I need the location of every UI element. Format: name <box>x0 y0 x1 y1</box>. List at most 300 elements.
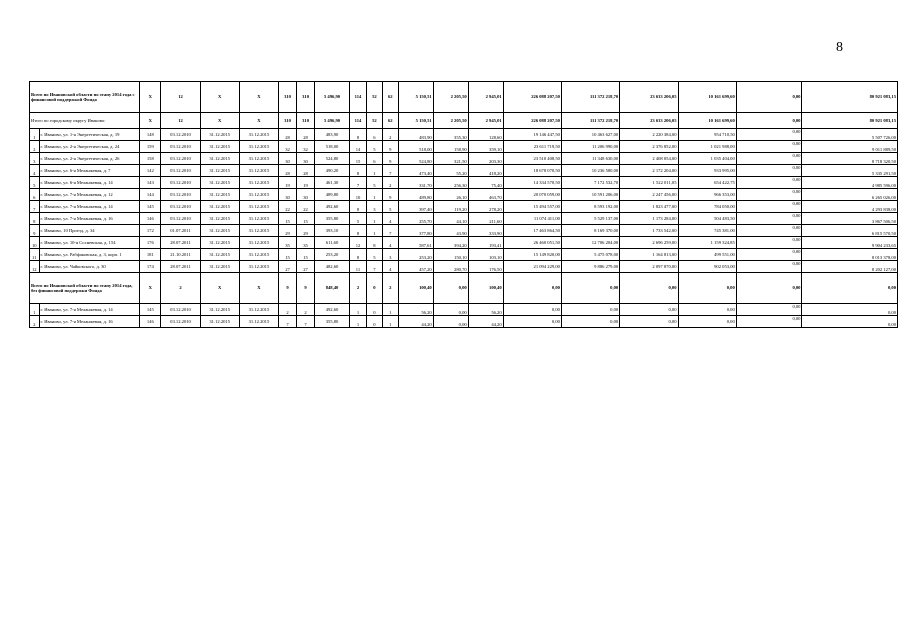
cell-r1: 30 <box>279 153 297 165</box>
cell-p3: 2 <box>382 129 398 141</box>
cell-f3: 499 551,00 <box>678 249 736 261</box>
cell-a1: 483,90 <box>398 129 433 141</box>
cell-area: 492,60 <box>315 304 350 316</box>
summary-cell: X <box>239 113 278 129</box>
cell-id: 144 <box>140 189 161 201</box>
cell-area: 355,80 <box>315 213 350 225</box>
cell-d1: 01.07.2011 <box>161 225 200 237</box>
summary-cell: 310 <box>297 113 315 129</box>
cell-address: г. Иваново, ул. 7-я Меланжевая, д. 12 <box>39 189 140 201</box>
summary-label: Всего по Ивановской области по этапу 2014 года с финансовой поддержкой Фонда <box>30 82 140 113</box>
cell-a1: 44,20 <box>398 316 433 328</box>
cell-r2: 28 <box>297 129 315 141</box>
cell-id: 174 <box>140 261 161 273</box>
cell-f1: 0,00 <box>561 304 619 316</box>
cell-d3: 31.12.2015 <box>239 177 278 189</box>
cell-r1: 7 <box>279 316 297 328</box>
cell-a3: 359,10 <box>468 141 503 153</box>
cell-f1: 10 591 206,00 <box>561 189 619 201</box>
cell-sum: 14 334 570,50 <box>503 177 561 189</box>
summary-cell: 62 <box>382 113 398 129</box>
cell-d1: 03.12.2010 <box>161 129 200 141</box>
cell-a2: 43,90 <box>433 225 468 237</box>
cell-p2: 5 <box>366 141 382 153</box>
cell-no: 9 <box>30 225 40 237</box>
cell-a2: 256,30 <box>433 177 468 189</box>
cell-a2: 150,10 <box>433 249 468 261</box>
summary-cell: 0,00 <box>503 273 561 304</box>
cell-area: 490,20 <box>315 165 350 177</box>
cell-a1: 489,80 <box>398 189 433 201</box>
cell-address: г. Иваново, ул. 2-я Энергетическая, д. 26 <box>39 153 140 165</box>
summary-cell: 23 633 206,05 <box>620 113 678 129</box>
cell-r1: 22 <box>279 201 297 213</box>
cell-no: 4 <box>30 165 40 177</box>
cell-d2: 31.12.2015 <box>200 177 239 189</box>
cell-f2: 1 733 542,00 <box>620 225 678 237</box>
cell-a2: 0,00 <box>433 316 468 328</box>
cell-area: 355,80 <box>315 316 350 328</box>
cell-a3: 128,60 <box>468 129 503 141</box>
cell-a3: 203,30 <box>468 153 503 165</box>
cell-f3: 654 422,75 <box>678 177 736 189</box>
cell-area: 492,60 <box>315 201 350 213</box>
cell-r1: 30 <box>279 189 297 201</box>
cell-id: 158 <box>140 153 161 165</box>
cell-f3: 954 710,50 <box>678 129 736 141</box>
cell-d3: 31.12.2015 <box>239 129 278 141</box>
summary-cell: X <box>140 82 161 113</box>
cell-d2: 31.12.2015 <box>200 213 239 225</box>
summary-cell: 0,00 <box>620 273 678 304</box>
cell-a2: 355,30 <box>433 129 468 141</box>
cell-p3: 5 <box>382 201 398 213</box>
cell-f4: 0,00 <box>736 304 802 316</box>
cell-d1: 03.12.2010 <box>161 165 200 177</box>
cell-f5: 6 815 570,50 <box>802 225 898 237</box>
cell-p2: 1 <box>366 225 382 237</box>
cell-f2: 0,00 <box>620 304 678 316</box>
cell-a1: 518,00 <box>398 141 433 153</box>
cell-r1: 28 <box>279 129 297 141</box>
summary-cell: 100,40 <box>398 273 433 304</box>
summary-cell: 114 <box>350 82 367 113</box>
cell-d3: 31.12.2015 <box>239 316 278 328</box>
cell-area: 524,80 <box>315 153 350 165</box>
cell-p2: 1 <box>366 189 382 201</box>
cell-p1: 7 <box>350 177 367 189</box>
cell-a3: 103,10 <box>468 249 503 261</box>
cell-a3: 463,70 <box>468 189 503 201</box>
cell-d1: 28.07.2011 <box>161 237 200 249</box>
summary-cell: 226 088 207,50 <box>503 113 561 129</box>
cell-no: 8 <box>30 213 40 225</box>
cell-p1: 15 <box>350 153 367 165</box>
summary-cell: 0,00 <box>433 273 468 304</box>
cell-f5: 4 985 596,00 <box>802 177 898 189</box>
cell-a3: 176,50 <box>468 261 503 273</box>
cell-d2: 31.12.2015 <box>200 165 239 177</box>
cell-d3: 31.12.2015 <box>239 225 278 237</box>
cell-f3: 1 159 324,85 <box>678 237 736 249</box>
cell-sum: 18 678 070,50 <box>503 165 561 177</box>
cell-p2: 0 <box>366 304 382 316</box>
cell-a1: 473,40 <box>398 165 433 177</box>
summary-cell: X <box>140 113 161 129</box>
cell-f5: 0,00 <box>802 316 898 328</box>
cell-a3: 333,90 <box>468 225 503 237</box>
table-row <box>30 177 898 189</box>
cell-sum: 21 094 229,00 <box>503 261 561 273</box>
cell-a2: 158,90 <box>433 141 468 153</box>
cell-area: 489,80 <box>315 189 350 201</box>
summary-cell: 310 <box>279 113 297 129</box>
summary-label: Итого по городскому округу Иваново: <box>30 113 140 129</box>
cell-f3: 745 381,00 <box>678 225 736 237</box>
summary-cell: 5 150,51 <box>398 113 433 129</box>
cell-p2: 7 <box>366 261 382 273</box>
cell-f2: 2 696 259,00 <box>620 237 678 249</box>
summary-cell: 23 633 206,05 <box>620 82 678 113</box>
cell-f2: 2 172 204,00 <box>620 165 678 177</box>
cell-f1: 9 886 279,00 <box>561 261 619 273</box>
cell-f2: 2 408 054,00 <box>620 153 678 165</box>
summary-cell: 2 205,50 <box>433 82 468 113</box>
cell-f1: 5 529 137,00 <box>561 213 619 225</box>
summary-cell: X <box>200 113 239 129</box>
cell-f1: 5 475 078,00 <box>561 249 619 261</box>
cell-p3: 1 <box>382 316 398 328</box>
cell-d1: 03.12.2010 <box>161 177 200 189</box>
cell-d2: 31.12.2015 <box>200 201 239 213</box>
cell-r2: 22 <box>297 201 315 213</box>
cell-p2: 0 <box>366 316 382 328</box>
cell-f1: 12 706 204,00 <box>561 237 619 249</box>
cell-r1: 27 <box>279 261 297 273</box>
cell-p2: 5 <box>366 177 382 189</box>
cell-f5: 6 265 026,00 <box>802 189 898 201</box>
cell-p3: 4 <box>382 237 398 249</box>
cell-id: 143 <box>140 177 161 189</box>
cell-f3: 1 021 988,00 <box>678 141 736 153</box>
cell-p3: 7 <box>382 165 398 177</box>
cell-p2: 1 <box>366 213 382 225</box>
cell-f1: 7 172 532,70 <box>561 177 619 189</box>
summary-cell: 114 <box>350 113 367 129</box>
cell-f1: 10 463 627,00 <box>561 129 619 141</box>
cell-f4: 0,00 <box>736 261 802 273</box>
cell-f4: 0,00 <box>736 189 802 201</box>
cell-address: г. Иваново, ул. 7-я Меланжевая, д. 14 <box>39 304 140 316</box>
cell-a1: 524,80 <box>398 153 433 165</box>
summary-cell: 310 <box>297 82 315 113</box>
cell-f2: 0,00 <box>620 316 678 328</box>
cell-p1: 1 <box>350 316 367 328</box>
cell-address: г. Иваново, ул. 1-я Энергетическая, д. 19 <box>39 129 140 141</box>
cell-address: г. Иваново, ул. 6-я Меланжевая, д. 14 <box>39 177 140 189</box>
cell-d2: 31.12.2015 <box>200 189 239 201</box>
cell-p2: 3 <box>366 201 382 213</box>
table-row <box>30 165 898 177</box>
summary-cell: 2 205,50 <box>433 113 468 129</box>
summary-cell: 111 372 218,70 <box>561 113 619 129</box>
cell-r2: 35 <box>297 237 315 249</box>
cell-f5: 8 013 378,00 <box>802 249 898 261</box>
cell-no: 1 <box>30 129 40 141</box>
cell-p3: 4 <box>382 261 398 273</box>
cell-r2: 15 <box>297 249 315 261</box>
cell-p3: 7 <box>382 225 398 237</box>
cell-f2: 2 247 456,00 <box>620 189 678 201</box>
cell-p2: 6 <box>366 153 382 165</box>
cell-f3: 504 483,50 <box>678 213 736 225</box>
summary-cell: 12 <box>161 82 200 113</box>
cell-f2: 1 164 813,00 <box>620 249 678 261</box>
cell-p3: 9 <box>382 189 398 201</box>
table-row <box>30 153 898 165</box>
cell-f5: 8 202 127,00 <box>802 261 898 273</box>
table-row <box>30 304 898 316</box>
cell-a3: 278,20 <box>468 201 503 213</box>
cell-no: 2 <box>30 141 40 153</box>
cell-f4: 0,00 <box>736 141 802 153</box>
table-row <box>30 237 898 249</box>
cell-a3: 211,60 <box>468 213 503 225</box>
summary-cell: 0,00 <box>802 273 898 304</box>
cell-a2: 44,10 <box>433 213 468 225</box>
cell-f4: 0,00 <box>736 153 802 165</box>
cell-f4: 0,00 <box>736 177 802 189</box>
cell-a3: 193,41 <box>468 237 503 249</box>
cell-f3: 902 053,00 <box>678 261 736 273</box>
cell-d2: 31.12.2015 <box>200 249 239 261</box>
cell-a1: 397,40 <box>398 201 433 213</box>
cell-d3: 31.12.2015 <box>239 141 278 153</box>
cell-p1: 10 <box>350 189 367 201</box>
summary-cell: 2 945,01 <box>468 82 503 113</box>
cell-d1: 03.12.2010 <box>161 141 200 153</box>
cell-d1: 03.12.2010 <box>161 304 200 316</box>
cell-no: 11 <box>30 249 40 261</box>
cell-d3: 31.12.2015 <box>239 213 278 225</box>
summary-cell: 80 921 083,15 <box>802 82 898 113</box>
cell-a1: 255,70 <box>398 213 433 225</box>
cell-f3: 966 353,00 <box>678 189 736 201</box>
cell-a1: 587,61 <box>398 237 433 249</box>
summary-cell: 848,40 <box>315 273 350 304</box>
summary-cell: 12 <box>161 113 200 129</box>
cell-d2: 31.12.2015 <box>200 316 239 328</box>
cell-address: г. Иваново, ул. 7-я Меланжевая, д. 16 <box>39 213 140 225</box>
summary-cell: 80 921 083,15 <box>802 113 898 129</box>
cell-no: 3 <box>30 153 40 165</box>
summary-cell: 9 <box>297 273 315 304</box>
cell-id: 159 <box>140 141 161 153</box>
table-row <box>30 225 898 237</box>
cell-no: 6 <box>30 189 40 201</box>
cell-area: 518,00 <box>315 141 350 153</box>
cell-r2: 30 <box>297 189 315 201</box>
cell-sum: 0,00 <box>503 304 561 316</box>
cell-a2: 55,20 <box>433 165 468 177</box>
summary-cell: 5 496,90 <box>315 82 350 113</box>
cell-no: 1 <box>30 304 40 316</box>
cell-f2: 1 522 011,05 <box>620 177 678 189</box>
cell-d2: 31.12.2015 <box>200 261 239 273</box>
cell-f3: 1 035 404,00 <box>678 153 736 165</box>
cell-a2: 280,70 <box>433 261 468 273</box>
cell-d1: 21.10.2011 <box>161 249 200 261</box>
cell-sum: 0,00 <box>503 316 561 328</box>
cell-d1: 03.12.2010 <box>161 316 200 328</box>
summary-cell: 226 088 207,50 <box>503 82 561 113</box>
cell-p1: 8 <box>350 201 367 213</box>
cell-f4: 0,00 <box>736 201 802 213</box>
cell-address: г. Иваново, ул. 7-я Меланжевая, д. 14 <box>39 201 140 213</box>
cell-address: г. Иваново, ул. 10-я Сосневская, д. 154 <box>39 237 140 249</box>
cell-address: г. Иваново, ул. 6-я Меланжевая, д. 7 <box>39 165 140 177</box>
table-row <box>30 261 898 273</box>
resettlement-table <box>29 81 898 328</box>
summary-cell: 5 496,90 <box>315 113 350 129</box>
cell-f5: 0,00 <box>802 304 898 316</box>
cell-address: г. Иваново, ул. 7-я Меланжевая, д. 16 <box>39 316 140 328</box>
cell-d3: 31.12.2015 <box>239 165 278 177</box>
cell-d2: 31.12.2015 <box>200 129 239 141</box>
summary-cell: 0,00 <box>678 273 736 304</box>
cell-p1: 12 <box>350 237 367 249</box>
cell-a1: 457,20 <box>398 261 433 273</box>
summary-cell: 0,00 <box>561 273 619 304</box>
cell-p1: 8 <box>350 129 367 141</box>
total-row <box>30 273 898 304</box>
cell-f1: 0,00 <box>561 316 619 328</box>
cell-d1: 03.12.2010 <box>161 213 200 225</box>
cell-p1: 5 <box>350 213 367 225</box>
cell-r2: 2 <box>297 304 315 316</box>
cell-d3: 31.12.2015 <box>239 304 278 316</box>
cell-p1: 8 <box>350 225 367 237</box>
cell-d1: 28.07.2011 <box>161 261 200 273</box>
summary-cell: 52 <box>366 82 382 113</box>
cell-r1: 35 <box>279 237 297 249</box>
cell-d2: 31.12.2015 <box>200 153 239 165</box>
cell-no: 10 <box>30 237 40 249</box>
cell-p3: 3 <box>382 249 398 261</box>
cell-sum: 20 070 059,00 <box>503 189 561 201</box>
cell-r1: 19 <box>279 177 297 189</box>
cell-f3: 0,00 <box>678 304 736 316</box>
table-body <box>30 82 898 328</box>
cell-f2: 2 220 384,00 <box>620 129 678 141</box>
summary-cell: 310 <box>279 82 297 113</box>
cell-id: 146 <box>140 316 161 328</box>
cell-f4: 0,00 <box>736 249 802 261</box>
cell-id: 176 <box>140 237 161 249</box>
cell-f3: 933 995,00 <box>678 165 736 177</box>
cell-f3: 0,00 <box>678 316 736 328</box>
cell-id: 148 <box>140 129 161 141</box>
cell-f2: 2 376 852,00 <box>620 141 678 153</box>
cell-r2: 7 <box>297 316 315 328</box>
cell-f4: 0,00 <box>736 213 802 225</box>
cell-d2: 31.12.2015 <box>200 225 239 237</box>
cell-f1: 11 348 630,00 <box>561 153 619 165</box>
cell-area: 461,30 <box>315 177 350 189</box>
cell-a2: 321,50 <box>433 153 468 165</box>
cell-r2: 28 <box>297 165 315 177</box>
cell-d1: 03.12.2010 <box>161 201 200 213</box>
cell-no: 7 <box>30 201 40 213</box>
summary-cell: 0,00 <box>736 273 802 304</box>
cell-id: 172 <box>140 225 161 237</box>
cell-a2: 0,00 <box>433 304 468 316</box>
cell-d3: 31.12.2015 <box>239 237 278 249</box>
cell-r2: 29 <box>297 225 315 237</box>
cell-r2: 30 <box>297 153 315 165</box>
summary-cell: 0,00 <box>736 113 802 129</box>
table-row <box>30 201 898 213</box>
cell-p2: 5 <box>366 249 382 261</box>
table-row <box>30 189 898 201</box>
summary-cell: X <box>200 82 239 113</box>
cell-p3: 9 <box>382 141 398 153</box>
cell-area: 482,60 <box>315 261 350 273</box>
cell-f2: 1 823 477,00 <box>620 201 678 213</box>
cell-d3: 31.12.2015 <box>239 261 278 273</box>
cell-sum: 26 460 051,50 <box>503 237 561 249</box>
page-number: 8 <box>836 40 843 55</box>
cell-r2: 32 <box>297 141 315 153</box>
cell-d3: 31.12.2015 <box>239 153 278 165</box>
cell-p1: 8 <box>350 249 367 261</box>
cell-p3: 1 <box>382 304 398 316</box>
cell-a2: 26,10 <box>433 189 468 201</box>
cell-sum: 11 074 411,00 <box>503 213 561 225</box>
summary-cell: X <box>200 273 239 304</box>
cell-r1: 28 <box>279 165 297 177</box>
cell-f5: 8 718 320,50 <box>802 153 898 165</box>
cell-a2: 394,20 <box>433 237 468 249</box>
cell-address: г. Иваново, ул. 2-я Энергетическая, д. 24 <box>39 141 140 153</box>
cell-r2: 15 <box>297 213 315 225</box>
cell-p2: 1 <box>366 165 382 177</box>
cell-d3: 31.12.2015 <box>239 201 278 213</box>
cell-id: 145 <box>140 304 161 316</box>
cell-p1: 1 <box>350 304 367 316</box>
summary-cell: 2 <box>350 273 367 304</box>
cell-r1: 32 <box>279 141 297 153</box>
summary-cell: X <box>239 273 278 304</box>
cell-f4: 0,00 <box>736 225 802 237</box>
cell-a3: 418,20 <box>468 165 503 177</box>
cell-p2: 8 <box>366 237 382 249</box>
cell-f1: 10 236 580,00 <box>561 165 619 177</box>
subtotal-row <box>30 113 898 129</box>
summary-cell: 2 945,01 <box>468 113 503 129</box>
cell-r2: 27 <box>297 261 315 273</box>
cell-f5: 9 904 233,65 <box>802 237 898 249</box>
cell-d2: 31.12.2015 <box>200 237 239 249</box>
summary-cell: 0,00 <box>736 82 802 113</box>
cell-a2: 119,20 <box>433 201 468 213</box>
cell-sum: 15 494 557,00 <box>503 201 561 213</box>
cell-f1: 8 593 192,00 <box>561 201 619 213</box>
summary-cell: 10 161 699,60 <box>678 113 736 129</box>
cell-a1: 377,80 <box>398 225 433 237</box>
cell-r1: 15 <box>279 213 297 225</box>
cell-d3: 31.12.2015 <box>239 249 278 261</box>
